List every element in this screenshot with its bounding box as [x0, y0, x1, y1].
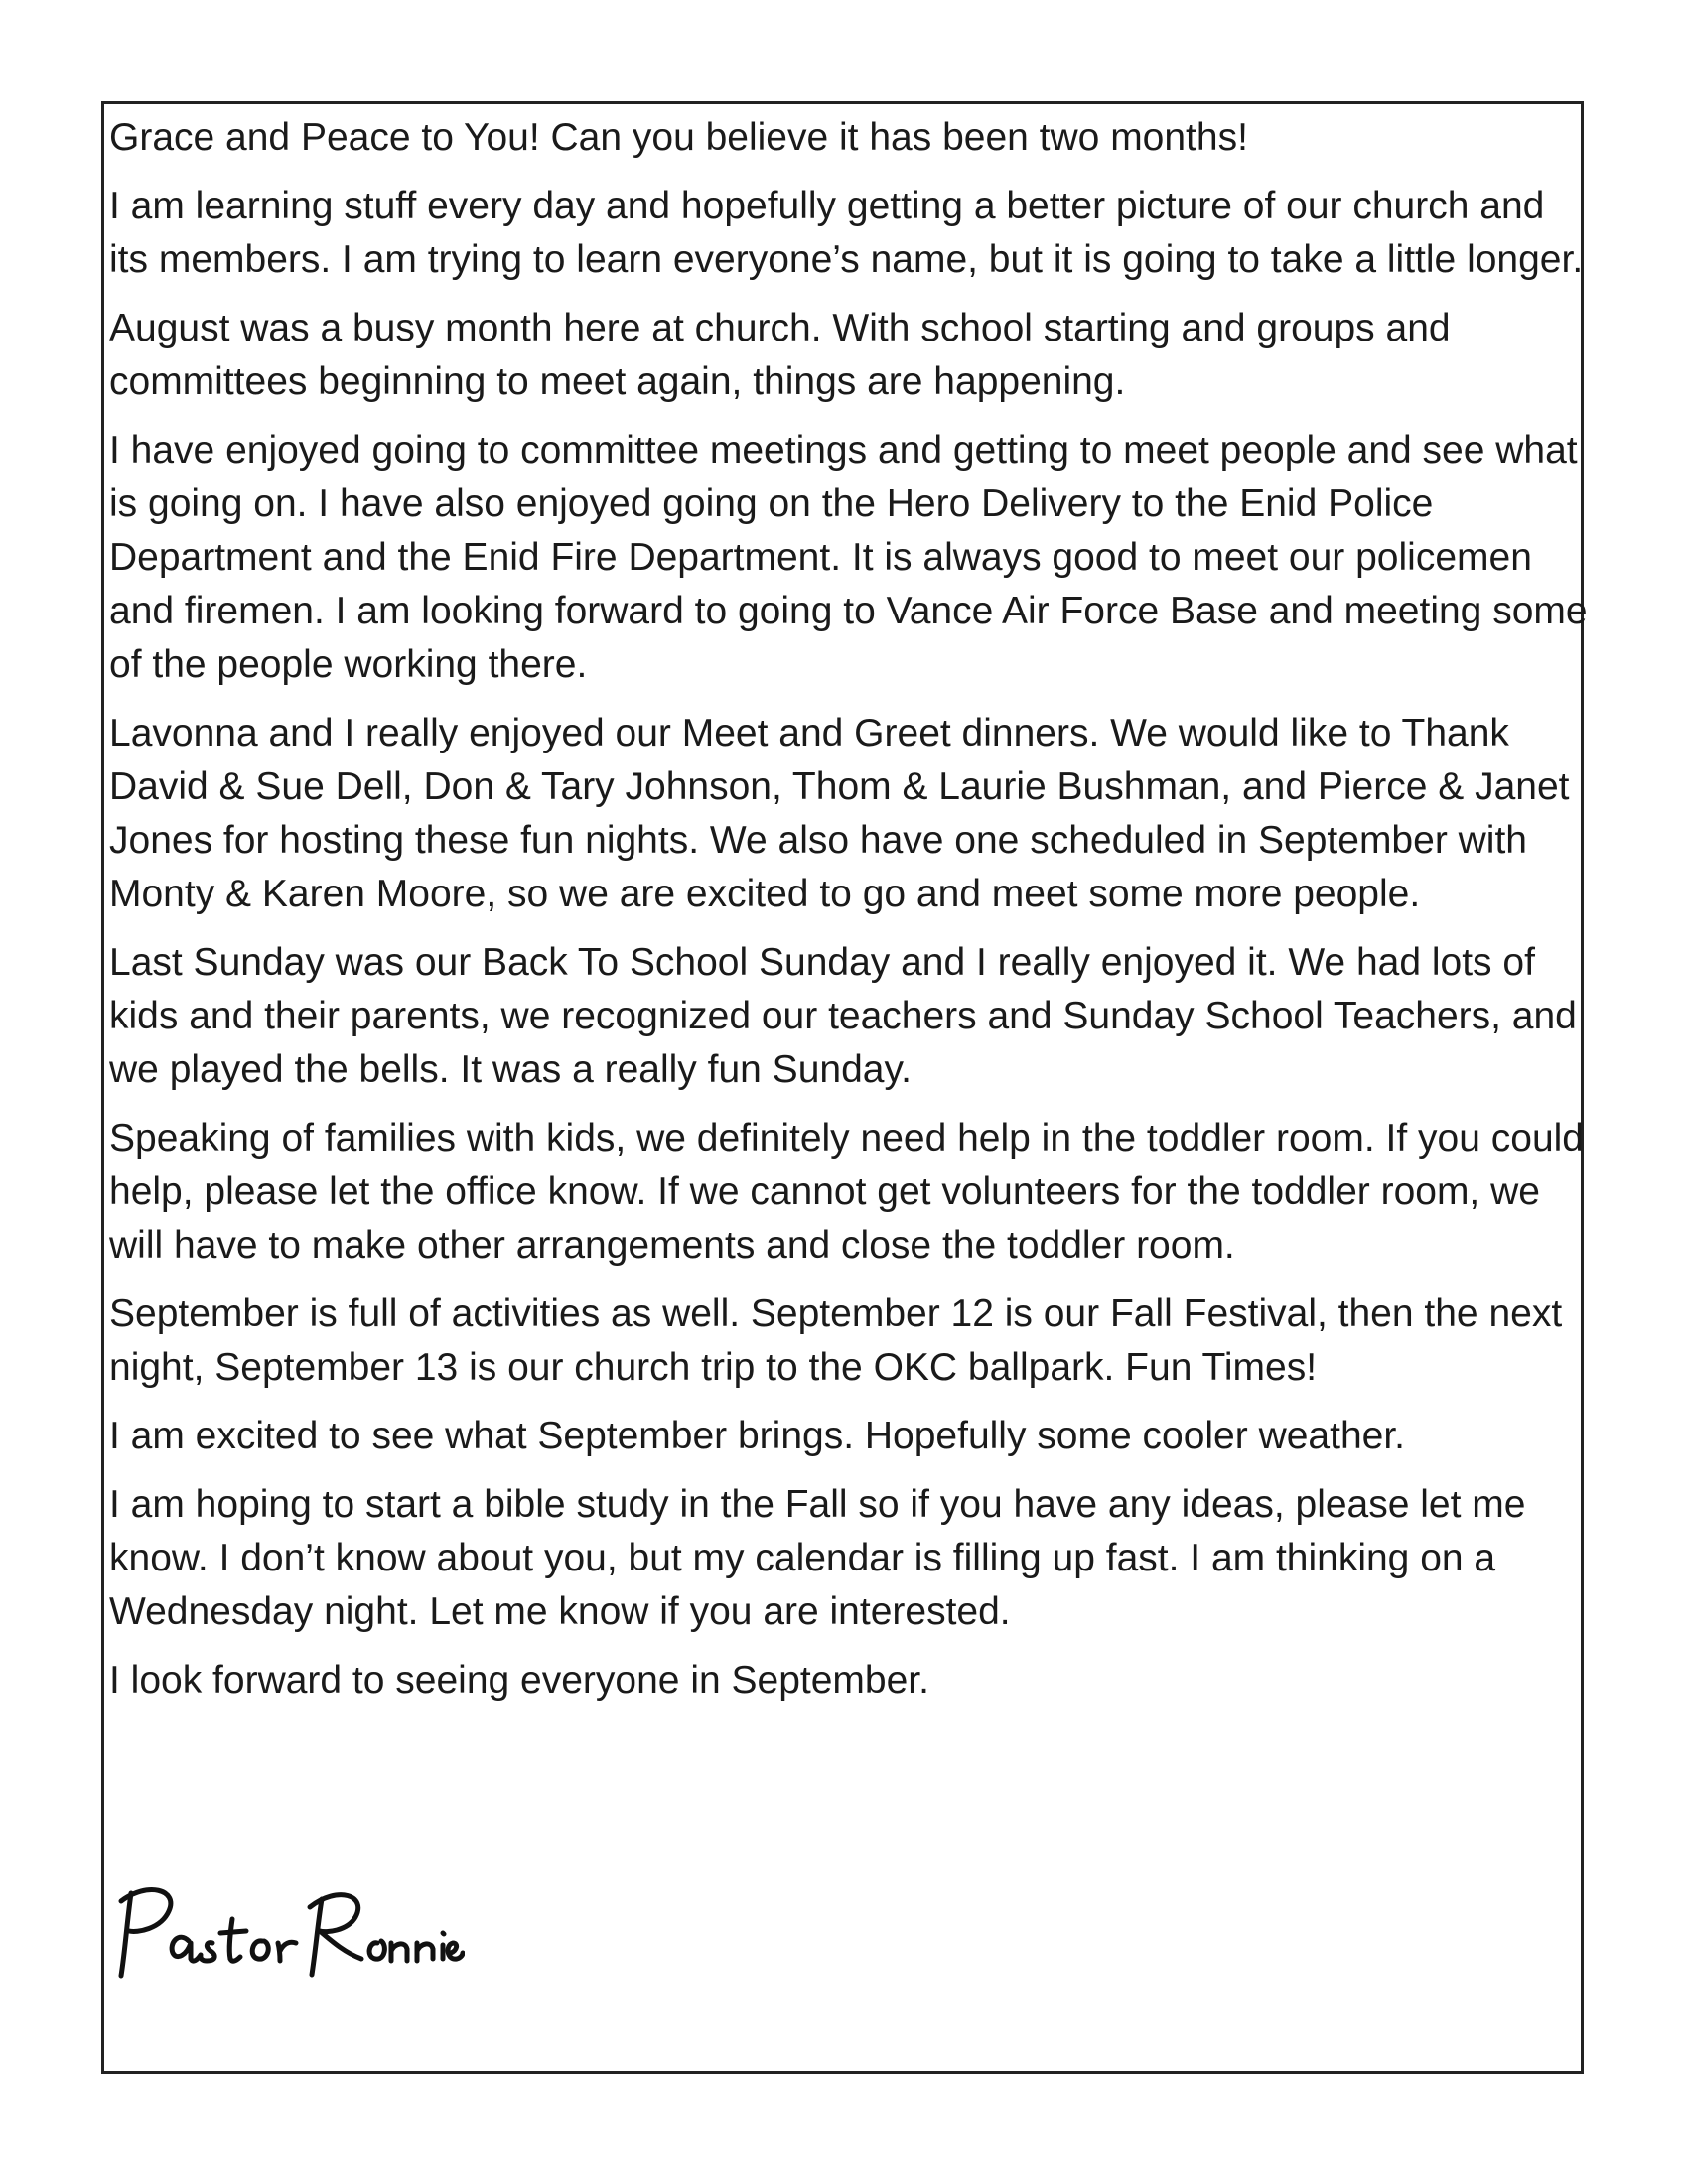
- paragraph-september-hopes: I am excited to see what September brings. Hopefully some cooler weather.: [109, 1415, 1405, 1457]
- signature: [107, 1871, 465, 2000]
- paragraph-august: August was a busy month here at church. With school starting and groups and committees beginning to meet again, things are happening.: [109, 307, 1451, 403]
- paragraph-toddler-room: Speaking of families with kids, we definitely need help in the toddler room. If you could help, please let the office know. If we cannot get volunteers for the toddler room, we will have to make other arrangements and close the toddler room.: [109, 1117, 1584, 1267]
- paragraph-learning: I am learning stuff every day and hopefully getting a better picture of our church and its members. I am trying to learn everyone’s name, but it is going to take a little longer.: [109, 185, 1584, 281]
- paragraph-september-activities: September is full of activities as well. September 12 is our Fall Festival, then the next night, September 13 is our church trip to the OKC ballpark. Fun Times!: [109, 1293, 1563, 1389]
- paragraph-back-to-school: Last Sunday was our Back To School Sunday and I really enjoyed it. We had lots of kids and their parents, we recognized our teachers and Sunday School Teachers, and we played the bells. It was a really fun Sunday.: [109, 941, 1577, 1091]
- paragraph-bible-study: I am hoping to start a bible study in the Fall so if you have any ideas, please let me know. I don’t know about you, but my calendar is filling up fast. I am thinking on a Wednesday night. Let me know if you are interested.: [109, 1483, 1526, 1633]
- signature-graphic: [107, 1871, 465, 2000]
- paragraph-greeting: Grace and Peace to You! Can you believe it has been two months!: [109, 116, 1248, 159]
- paragraph-meet-and-greet: Lavonna and I really enjoyed our Meet and Greet dinners. We would like to Thank David & Sue Dell, Don & Tary Johnson, Thom & Laurie Bushman, and Pierce & Janet Jones for hosting these fun nights. We also have one scheduled in September with Monty & Karen Moore, so we are excited to go and meet some more people.: [109, 712, 1570, 915]
- paragraph-committee-meetings: I have enjoyed going to committee meetings and getting to meet people and see what is going on. I have also enjoyed going on the Hero Delivery to the Enid Police Department and the Enid Fire Department. It is always good to meet our policemen and firemen. I am looking forward to going to Vance Air Force Base and meeting some of the people working there.: [109, 429, 1588, 686]
- paragraph-closing: I look forward to seeing everyone in September.: [109, 1659, 929, 1702]
- letter-body: [109, 111, 1589, 1722]
